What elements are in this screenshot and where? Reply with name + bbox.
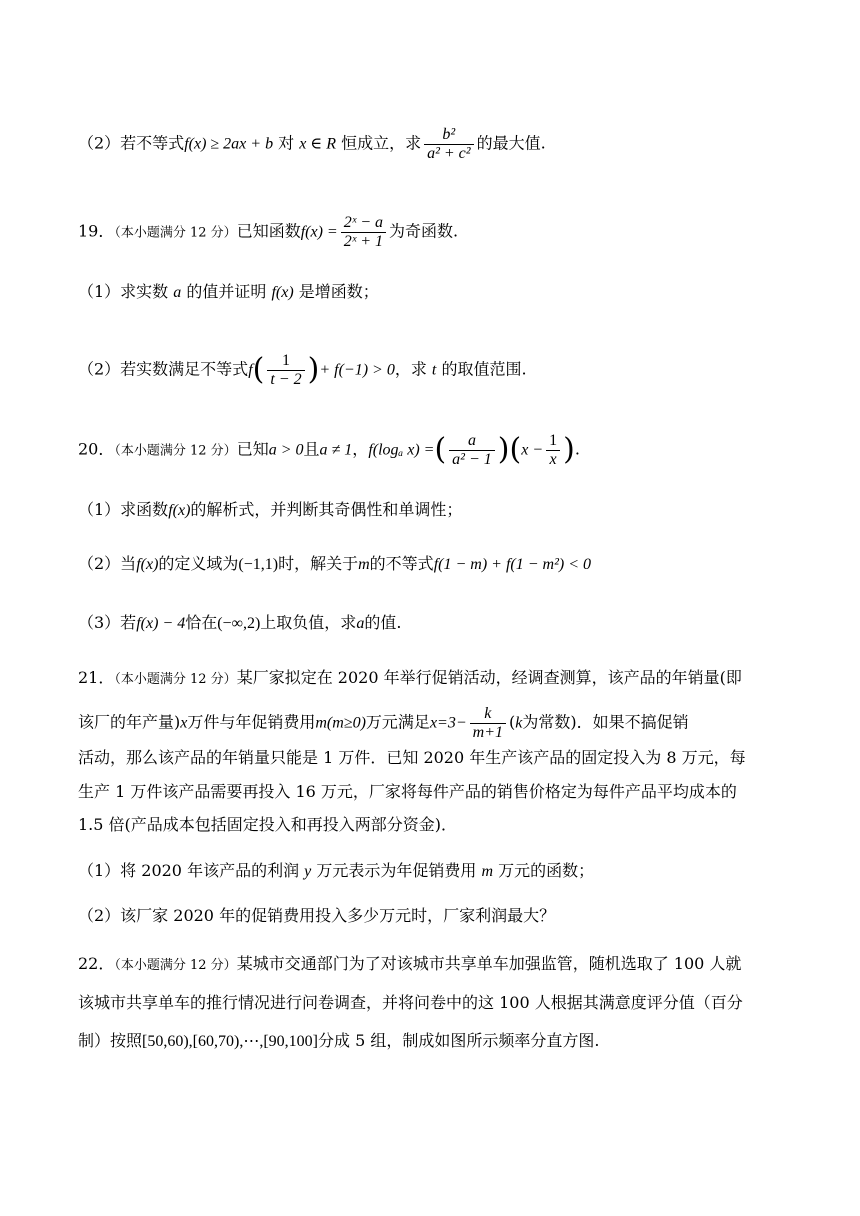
q20-fraction2 xyxy=(546,432,560,468)
q22-line3-int: [50,60),[60,70),⋯,[90,100] xyxy=(142,1033,318,1050)
q20-stem: 20．（本小题满分 12 分）已知a > 0且a ≠ 1，f(logₐ x) =( $\frac{a}{\text{a² − 1}}$ )(x − $\frac{1}{x}$ ). xyxy=(78,432,580,468)
q19-number: 19． xyxy=(78,221,115,241)
q19-stem xyxy=(78,214,860,250)
q20-lhs: f(logₐ x) = xyxy=(368,441,435,459)
q20-p2-m: m xyxy=(358,556,370,573)
q19-frac-den: 2ˣ + 1 xyxy=(341,232,386,251)
q19-p1-b: 的值并证明 xyxy=(181,282,272,301)
q20-cond1: a > 0 xyxy=(268,441,304,459)
q21-frac-den: m+1 xyxy=(470,723,506,742)
q20-p3-a: （3）若 xyxy=(78,613,137,632)
q20-frac2-den: x xyxy=(546,450,560,469)
q20-frac2-num: 1 xyxy=(549,432,558,449)
q21-line2-k: k xyxy=(515,714,523,732)
q21-line1-text: 某厂家拟定在 2020 年举行促销活动，经调查测算，该产品的年销量(即 xyxy=(236,668,742,687)
q20-part2 xyxy=(78,554,860,575)
q22-line3 xyxy=(78,1031,860,1052)
q20-p2-a: （2）当 xyxy=(78,554,137,573)
q19-p2-ineq: + f(−1) > 0 xyxy=(319,361,395,379)
q18-p2-ineq: f(x) ≥ 2ax + b xyxy=(184,135,274,153)
q21-line2-a: 该厂的年产量) xyxy=(78,712,181,732)
q20-text2: 且 xyxy=(303,439,320,459)
q19-p2-f: f xyxy=(248,361,253,379)
q18-part2 xyxy=(78,126,860,162)
q21-line2-b: 万件与年促销费用 xyxy=(187,712,316,732)
q20-p3-c: 上取负值，求 xyxy=(260,613,357,632)
q20-x-part: x − xyxy=(521,441,544,459)
q21-p2-text: （2）该厂家 2020 年的促销费用投入多少万元时，厂家利润最大？ xyxy=(78,906,556,925)
q20-part1 xyxy=(78,500,860,521)
q19-fraction xyxy=(341,214,386,250)
q19-fn: f(x) = xyxy=(300,223,338,241)
q18-p2-mid1: 对 xyxy=(273,133,300,153)
q20-text1: 已知 xyxy=(236,439,269,459)
q22-line2 xyxy=(78,993,860,1013)
q21-number: 21． xyxy=(78,668,115,687)
q21-line1 xyxy=(78,668,860,690)
q21-line3-text: 活动，那么该产品的年销量只能是 1 万件．已知 2020 年生产该产品的固定投入为 8 万元，每 xyxy=(78,748,746,767)
q21-part2 xyxy=(78,906,860,926)
q20-p3-fn: f(x) − 4 xyxy=(136,615,186,632)
q21-p1-c: 万元的函数； xyxy=(493,861,595,880)
q21-p1-y: y xyxy=(304,863,312,880)
q19-p1-var: a xyxy=(173,284,182,301)
q20-p2-c: 时，解关于 xyxy=(278,554,359,573)
q20-points: （本小题满分 12 分） xyxy=(114,443,237,459)
q20-p2-b: 的定义域为 xyxy=(158,554,239,573)
q19-p2-c: ，求 xyxy=(394,359,432,379)
q19-p1-a: （1）求实数 xyxy=(78,282,174,301)
q20-p2-fn: f(x) xyxy=(136,556,159,573)
q20-p1-fn: f(x) xyxy=(168,502,191,519)
q21-line4 xyxy=(78,782,860,802)
q21-line5-text: 1.5 倍(产品成本包括固定投入和再投入两部分资金)． xyxy=(78,815,458,834)
q21-points: （本小题满分 12 分） xyxy=(114,672,237,687)
q20-p1-a: （1）求函数 xyxy=(78,500,169,519)
q18-p2-mid2: 恒成立，求 xyxy=(335,133,422,153)
q20-p3-b: 恰在 xyxy=(185,613,218,632)
q18-p2-tail: 的最大值. xyxy=(476,133,546,153)
q19-p2-fraction xyxy=(267,352,304,388)
q19-points: （本小题满分 12 分） xyxy=(114,225,237,241)
q21-fraction xyxy=(470,705,506,741)
q19-part1 xyxy=(78,282,860,303)
q22-line3-b: 分成 5 组，制成如图所示频率分直方图. xyxy=(317,1031,600,1050)
q20-fraction1 xyxy=(449,432,495,468)
q21-line4-text: 生产 1 万件该产品需要再投入 16 万元，厂家将每件产品的销售价格定为每件产品平均成本的 xyxy=(78,782,737,801)
q21-p1-m: m xyxy=(481,863,494,880)
q19-p1-fn: f(x) xyxy=(271,284,294,301)
q20-end: . xyxy=(574,439,580,459)
q19-p2-d: 的取值范围. xyxy=(436,359,527,379)
q20-cond2: a ≠ 1 xyxy=(319,441,353,459)
q21-line2-eq: x=3− xyxy=(429,714,467,732)
q19-part2: （2）若实数满足不等式f( $\frac{1}{t - 2}$ )+ f(−1) > 0，求 t 的取值范围. xyxy=(78,352,527,388)
q20-p2-dom: (−1,1) xyxy=(238,556,279,573)
q20-part3 xyxy=(78,613,860,634)
q20-frac1-den: a² − 1 xyxy=(449,450,495,469)
q19-text1: 已知函数 xyxy=(236,221,301,241)
q22-line3-a: 制）按照 xyxy=(78,1031,143,1050)
q20-text3: ， xyxy=(352,439,369,459)
q18-p2-frac-den: a² + c² xyxy=(424,144,474,163)
q19-text2: 为奇函数. xyxy=(389,221,459,241)
q21-line2-x: x xyxy=(180,714,188,732)
q21-line2-c: 万元满足 xyxy=(365,712,430,732)
q18-p2-frac-num: b² xyxy=(442,126,456,143)
q20-frac1-num: a xyxy=(467,432,476,449)
q22-number: 22． xyxy=(78,954,115,973)
q21-line3 xyxy=(78,748,860,768)
q20-number: 20． xyxy=(78,439,115,459)
q21-line2 xyxy=(78,705,860,741)
q20-p2-ineq: f(1 − m) + f(1 − m²) < 0 xyxy=(433,556,591,573)
q21-frac-num: k xyxy=(484,705,492,722)
q22-line1 xyxy=(78,954,860,976)
q21-line2-e: 为常数)．如果不搞促销 xyxy=(522,712,689,732)
q19-p2-frac-den: t − 2 xyxy=(267,370,304,389)
q21-line5 xyxy=(78,815,860,835)
q18-p2-lead: （2）若不等式 xyxy=(78,133,185,153)
q20-p3-d: 的值. xyxy=(364,613,402,632)
q22-points: （本小题满分 12 分） xyxy=(114,958,237,973)
q21-line2-d: ( xyxy=(509,712,516,732)
q20-p3-a-var: a xyxy=(356,615,365,632)
q21-p1-b: 万元表示为年促销费用 xyxy=(311,861,482,880)
q20-p1-b: 的解析式，并判断其奇偶性和单调性； xyxy=(190,500,463,519)
q19-p2-t: t xyxy=(431,361,437,379)
q19-p2-a: （2）若实数满足不等式 xyxy=(78,359,249,379)
q18-p2-set: x ∈ R xyxy=(299,135,336,153)
q22-line2-text: 该城市共享单车的推行情况进行问卷调查，并将问卷中的这 100 人根据其满意度评分值（百分 xyxy=(78,993,743,1012)
q22-line1-text: 某城市交通部门为了对该城市共享单车加强监管，随机选取了 100 人就 xyxy=(236,954,742,973)
q19-frac-num: 2ˣ − a xyxy=(343,214,384,231)
q20-p2-d: 的不等式 xyxy=(369,554,434,573)
q19-p1-c: 是增函数； xyxy=(293,282,379,301)
q21-p1-a: （1）将 2020 年该产品的利润 xyxy=(78,861,305,880)
q18-p2-fraction xyxy=(424,126,474,162)
q20-p3-int: (−∞,2) xyxy=(217,615,261,632)
q21-line2-m: m(m≥0) xyxy=(315,714,366,732)
q19-p2-frac-num: 1 xyxy=(281,352,290,369)
q21-part1 xyxy=(78,861,860,882)
